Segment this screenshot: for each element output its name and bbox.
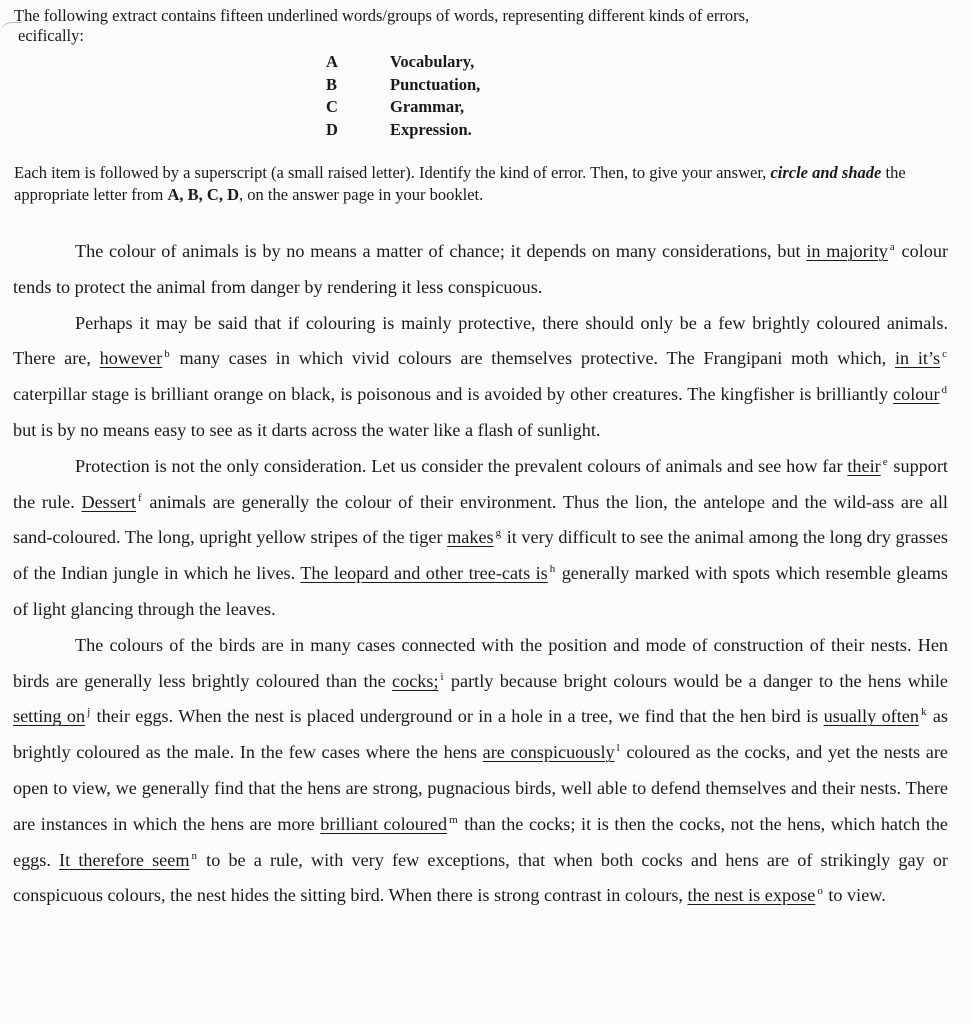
underlined-error-item: brilliant coloured bbox=[320, 813, 448, 834]
instructions-part-1: Each item is followed by a superscript (a small raised letter). Identify the kind of error. Then, to give your answer, bbox=[14, 163, 771, 182]
underlined-error-item: are conspicuously bbox=[482, 742, 615, 763]
passage-text: support the rule. bbox=[13, 455, 948, 512]
error-superscript: f bbox=[138, 491, 142, 504]
error-superscript: d bbox=[941, 384, 947, 397]
underlined-error-item: colour bbox=[893, 384, 940, 405]
underlined-error-item: the nest is expose bbox=[687, 885, 816, 906]
category-letter: C bbox=[326, 97, 338, 116]
error-superscript: e bbox=[882, 455, 888, 468]
error-superscript: a bbox=[889, 241, 895, 253]
passage-text: The colour of animals is by no means a matter of chance; it depends on many considerations, but bbox=[75, 241, 807, 261]
intro-line-2: ecifically: bbox=[18, 26, 84, 45]
category-label: Punctuation, bbox=[390, 74, 481, 94]
passage-text: partly because bright colours would be a danger to the hens while bbox=[444, 670, 948, 691]
instructions-letters: A, B, C, D bbox=[167, 185, 239, 204]
category-label: Expression. bbox=[390, 119, 472, 139]
passage-text: The colours of the birds are in many cases connected with the position and mode of construction of their nests. Hen birds are generally less brightly coloured than the bbox=[13, 634, 948, 691]
category-row bbox=[326, 119, 480, 142]
error-superscript: g bbox=[495, 527, 502, 540]
intro-text bbox=[14, 6, 934, 46]
category-letter: A bbox=[326, 52, 338, 71]
underlined-error-item: cocks; bbox=[392, 670, 439, 691]
instructions-part-2: the appropriate letter from bbox=[14, 163, 906, 204]
category-label: Vocabulary, bbox=[390, 52, 475, 71]
category-row bbox=[326, 96, 480, 119]
underlined-error-item: usually often bbox=[823, 706, 919, 727]
error-superscript: j bbox=[87, 706, 91, 719]
passage-text: many cases in which vivid colours are themselves protective. The Frangipani moth which, bbox=[170, 348, 895, 369]
error-superscript: n bbox=[191, 849, 197, 862]
error-categories bbox=[326, 51, 480, 141]
passage-text: caterpillar stage is brilliant orange on black, is poisonous and is avoided by other creatures. The kingfisher is brilliantly bbox=[13, 384, 894, 405]
instructions-part-3: , on the answer page in your booklet. bbox=[239, 185, 484, 204]
error-superscript: h bbox=[549, 563, 556, 576]
error-superscript: o bbox=[817, 885, 823, 898]
passage-text: generally marked with spots which resemble gleams of light glancing through the leaves. bbox=[13, 563, 948, 619]
error-superscript: i bbox=[440, 670, 444, 683]
paragraph bbox=[13, 628, 948, 914]
underlined-error-item: makes bbox=[447, 527, 494, 548]
category-letter: B bbox=[326, 74, 338, 94]
passage-text: coloured as the cocks, and yet the nests are open to view, we generally find that the hens are strong, pugnacious birds, well able to defend themselves and their nests. There are instances in which the hens are more bbox=[13, 742, 949, 834]
error-superscript: m bbox=[449, 813, 458, 826]
passage-text: to be a rule, with very few exceptions, that when both cocks and hens are of strikingly gay or conspicuous colours, the nest hides the sitting bird. When there is strong contrast in colours, bbox=[13, 849, 948, 906]
underlined-error-item: Dessert bbox=[81, 491, 137, 512]
passage-text: their eggs. When the nest is placed underground or in a hole in a tree, we find that the hen bird is bbox=[91, 706, 824, 727]
category-letter: D bbox=[326, 119, 338, 139]
error-superscript: b bbox=[164, 348, 170, 361]
paragraph bbox=[13, 234, 948, 306]
underlined-error-item: their bbox=[847, 455, 881, 476]
error-superscript: k bbox=[920, 706, 927, 719]
passage-text: Protection is not the only consideration. Let us consider the prevalent colours of animals and see how far bbox=[75, 455, 848, 476]
category-label: Grammar, bbox=[390, 97, 465, 116]
paragraph bbox=[13, 306, 948, 449]
underlined-error-item: The leopard and other tree-cats is bbox=[300, 563, 548, 584]
underlined-error-item: however bbox=[99, 348, 163, 369]
passage-text: colour tends to protect the animal from danger by rendering it less conspicuous. bbox=[13, 241, 948, 297]
underlined-error-item: in majority bbox=[806, 241, 888, 261]
instructions-emphasis: circle and shade bbox=[770, 163, 882, 182]
passage-text: it very difficult to see the animal among the long dry grasses of the Indian jungle in which he lives. bbox=[13, 527, 949, 584]
passage-text: but is by no means easy to see as it darts across the water like a flash of sunlight. bbox=[13, 419, 601, 440]
underlined-error-item: in it’s bbox=[894, 348, 941, 369]
category-row bbox=[326, 51, 480, 74]
passage bbox=[13, 234, 948, 914]
passage-text: Perhaps it may be said that if colouring is mainly protective, there should only be a few brightly coloured animals. There are, bbox=[13, 312, 948, 369]
passage-text: as brightly coloured as the male. In the few cases where the hens bbox=[13, 706, 948, 763]
passage-text: to view. bbox=[823, 885, 886, 906]
instructions bbox=[14, 162, 949, 206]
paragraph bbox=[13, 449, 948, 628]
underlined-error-item: setting on bbox=[13, 706, 86, 727]
underlined-error-item: It therefore seem bbox=[59, 849, 190, 870]
error-superscript: c bbox=[942, 348, 947, 361]
passage-text: than the cocks; it is then the cocks, not the hens, which hatch the eggs. bbox=[13, 813, 949, 870]
intro-line-1: The following extract contains fifteen underlined words/groups of words, representing different kinds of errors, bbox=[14, 6, 750, 25]
category-row bbox=[326, 74, 480, 97]
passage-text: animals are generally the colour of their environment. Thus the lion, the antelope and the wild-ass are all sand-coloured. The long, upright yellow stripes of the tiger bbox=[13, 491, 948, 548]
error-superscript: l bbox=[616, 742, 620, 755]
